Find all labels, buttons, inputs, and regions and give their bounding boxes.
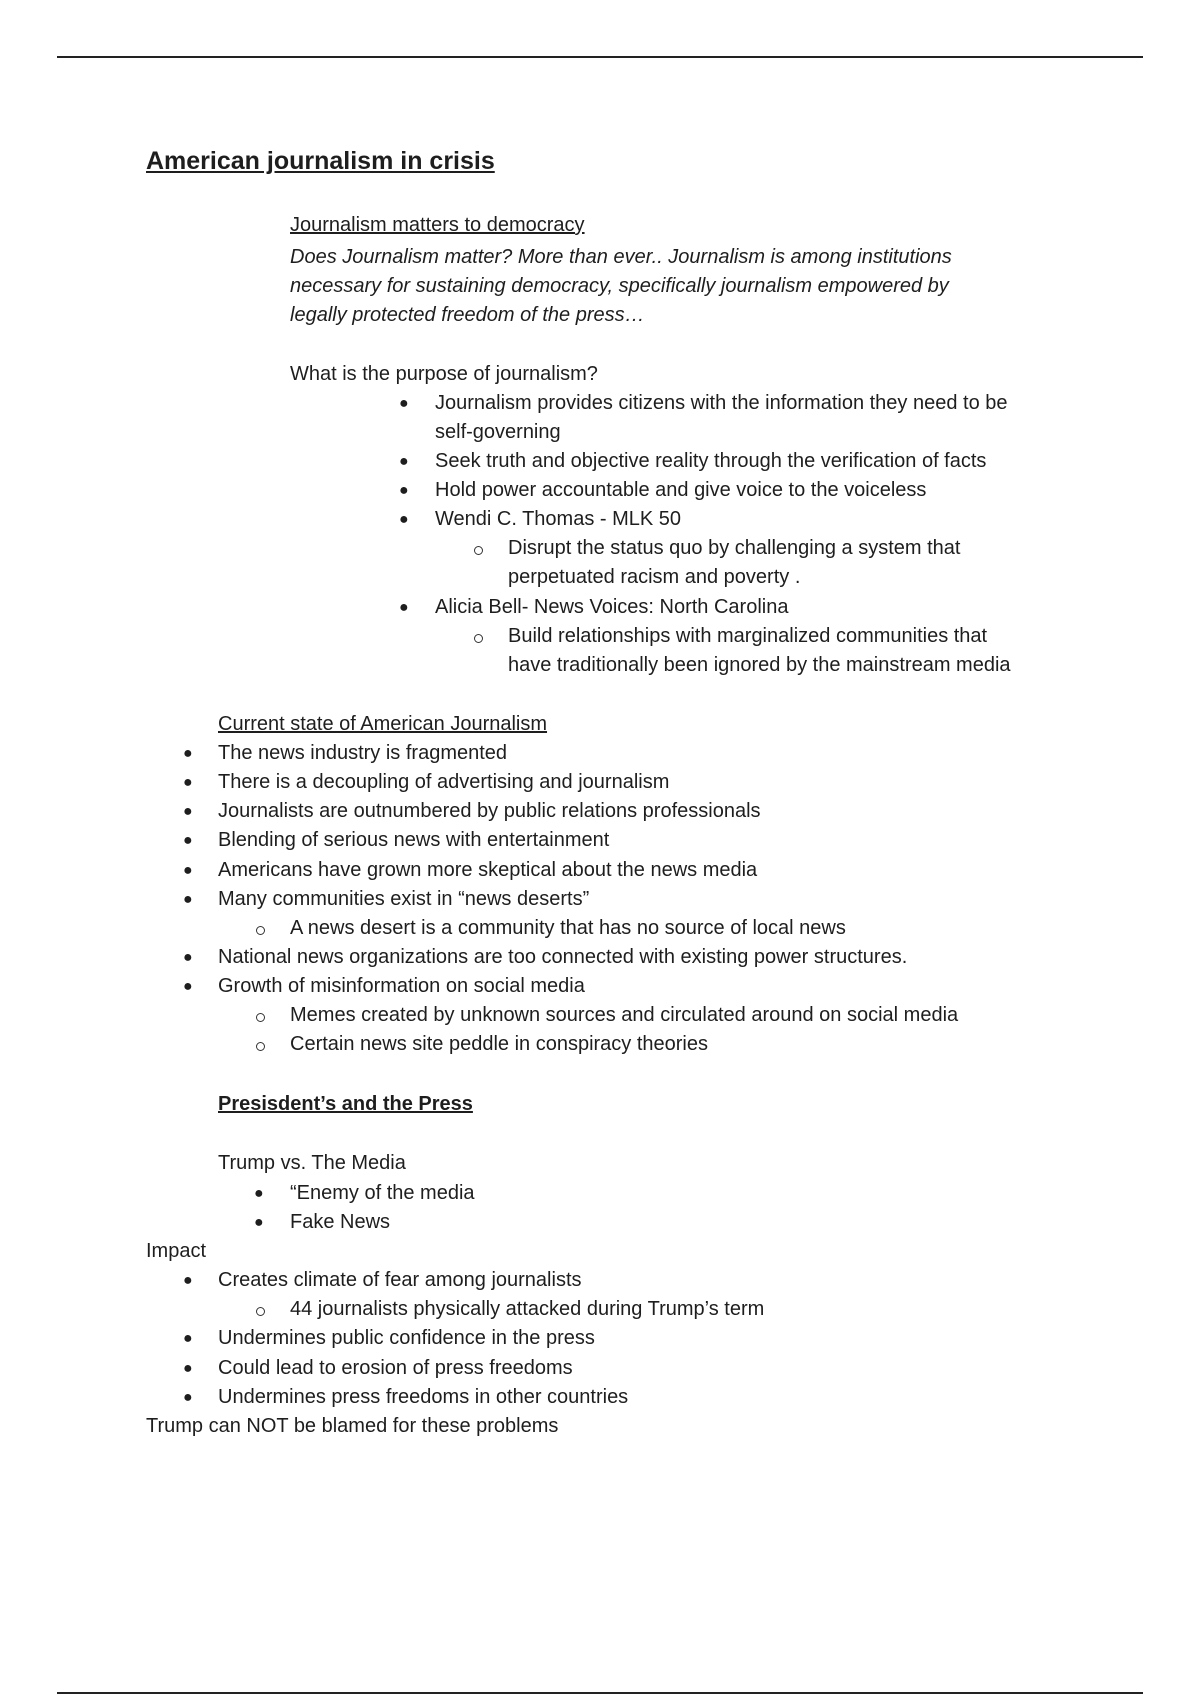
quote-line-1: Does Journalism matter? More than ever.. Journalism is among institutions: [290, 246, 952, 268]
media-item-1: “Enemy of the media: [290, 1182, 475, 1204]
trump-vs-media-heading: Trump vs. The Media: [218, 1152, 406, 1174]
bullet-icon: ●: [183, 1360, 193, 1377]
fear-sub: 44 journalists physically attacked during Trump’s term: [290, 1298, 765, 1320]
bullet-icon: ●: [183, 803, 193, 820]
bell-sub-line-2: have traditionally been ignored by the mainstream media: [508, 654, 1011, 676]
bell-sub-line-1: Build relationships with marginalized communities that: [508, 625, 988, 647]
quote-line-3: legally protected freedom of the press…: [290, 304, 645, 326]
bullet-icon: ●: [183, 1330, 193, 1347]
media-item-2: Fake News: [290, 1211, 391, 1233]
state-item-1: The news industry is fragmented: [218, 742, 508, 764]
impact-item-4: Undermines press freedoms in other countries: [218, 1386, 629, 1408]
section-heading-current-state: Current state of American Journalism: [218, 713, 548, 735]
purpose-question: What is the purpose of journalism?: [290, 363, 598, 385]
hollow-bullet-icon: [256, 1013, 265, 1022]
bullet-icon: ●: [183, 832, 193, 849]
bullet-icon: ●: [183, 1389, 193, 1406]
hollow-bullet-icon: [474, 634, 483, 643]
hollow-bullet-icon: [256, 926, 265, 935]
impact-label: Impact: [146, 1240, 207, 1262]
state-item-8: Growth of misinformation on social media: [218, 975, 585, 997]
bullet-icon: ●: [183, 949, 193, 966]
hollow-bullet-icon: [256, 1042, 265, 1051]
state-item-4: Blending of serious news with entertainment: [218, 829, 610, 851]
purpose-item-5: Alicia Bell- News Voices: North Carolina: [435, 596, 789, 618]
bullet-icon: ●: [183, 891, 193, 908]
impact-item-3: Could lead to erosion of press freedoms: [218, 1357, 573, 1379]
state-item-6: Many communities exist in “news deserts”: [218, 888, 590, 910]
bullet-icon: ●: [399, 482, 409, 499]
state-item-2: There is a decoupling of advertising and journalism: [218, 771, 670, 793]
hollow-bullet-icon: [474, 546, 483, 555]
purpose-item-1-line-1: Journalism provides citizens with the information they need to be: [435, 392, 1008, 414]
bullet-icon: ●: [399, 511, 409, 528]
state-item-3: Journalists are outnumbered by public relations professionals: [218, 800, 761, 822]
state-item-5: Americans have grown more skeptical about the news media: [218, 859, 758, 881]
bullet-icon: ●: [183, 862, 193, 879]
conclusion-text: Trump can NOT be blamed for these problems: [146, 1415, 559, 1437]
purpose-item-2: Seek truth and objective reality through the verification of facts: [435, 450, 987, 472]
section-heading-presidents: Presisdent’s and the Press: [218, 1093, 473, 1115]
document-title: American journalism in crisis: [146, 147, 495, 175]
impact-item-2: Undermines public confidence in the press: [218, 1327, 595, 1349]
purpose-item-3: Hold power accountable and give voice to the voiceless: [435, 479, 927, 501]
bullet-icon: ●: [254, 1214, 264, 1231]
thomas-sub-line-1: Disrupt the status quo by challenging a system that: [508, 537, 961, 559]
bullet-icon: ●: [183, 978, 193, 995]
bullet-icon: ●: [399, 599, 409, 616]
header-rule: [57, 56, 1143, 58]
quote-line-2: necessary for sustaining democracy, specifically journalism empowered by: [290, 275, 949, 297]
footer-rule: [57, 1692, 1143, 1694]
misinfo-sub-2: Certain news site peddle in conspiracy theories: [290, 1033, 708, 1055]
bullet-icon: ●: [183, 774, 193, 791]
impact-item-1: Creates climate of fear among journalists: [218, 1269, 582, 1291]
bullet-icon: ●: [399, 395, 409, 412]
purpose-item-1-line-2: self-governing: [435, 421, 561, 443]
hollow-bullet-icon: [256, 1307, 265, 1316]
bullet-icon: ●: [183, 745, 193, 762]
purpose-item-4: Wendi C. Thomas - MLK 50: [435, 508, 682, 530]
thomas-sub-line-2: perpetuated racism and poverty .: [508, 566, 801, 588]
section-heading-democracy: Journalism matters to democracy: [290, 214, 585, 236]
bullet-icon: ●: [254, 1185, 264, 1202]
bullet-icon: ●: [399, 453, 409, 470]
state-item-7: National news organizations are too connected with existing power structures.: [218, 946, 908, 968]
misinfo-sub-1: Memes created by unknown sources and circulated around on social media: [290, 1004, 959, 1026]
news-desert-sub: A news desert is a community that has no source of local news: [290, 917, 846, 939]
bullet-icon: ●: [183, 1272, 193, 1289]
